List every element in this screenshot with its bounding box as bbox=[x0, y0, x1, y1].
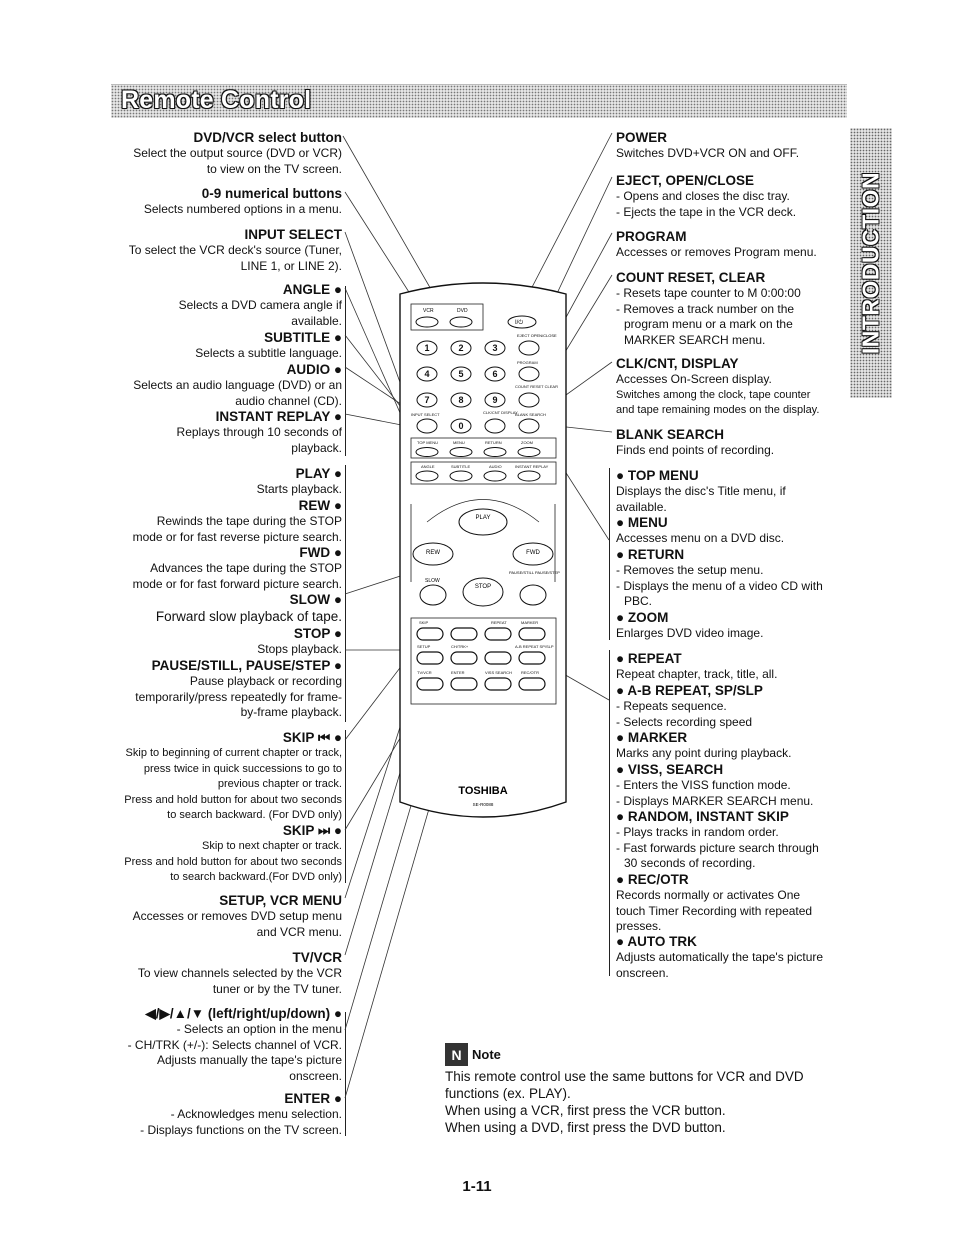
desc-repeat: ● REPEAT Repeat chapter, track, title, all. bbox=[616, 651, 778, 681]
tv-vcr-button[interactable] bbox=[417, 678, 443, 690]
title-bar bbox=[111, 84, 847, 118]
instant-replay-button[interactable] bbox=[518, 471, 540, 481]
left-rule bbox=[345, 1012, 346, 1136]
remote-label-menu: MENU bbox=[453, 440, 465, 445]
desc-skip-back: SKIP ⏮ ● Skip to beginning of current chapter or track, press twice in quick successions to go to previous chapter or track. Press and hold button for about two seconds to search backward. (For DVD only) bbox=[124, 730, 342, 821]
note-section bbox=[445, 1043, 845, 1136]
desc-input-select: INPUT SELECT To select the VCR deck's source (Tuner, LINE 1, or LINE 2). bbox=[128, 227, 342, 273]
remote-label-marker: MARKER bbox=[521, 620, 539, 625]
left-rule bbox=[345, 465, 346, 722]
desc-dvd-vcr-select: DVD/VCR select button Select the output source (DVD or VCR) to view on the TV screen. bbox=[133, 130, 342, 176]
desc-arrows: ◀/▶/▲/▼ (left/right/up/down) ● - Selects an option in the menu - CH/TRK (+/-): Selects channel of VCR. Adjusts manually the tape's picture onscreen. bbox=[127, 1006, 342, 1083]
desc-ab-repeat: ● A-B REPEAT, SP/SLP - Repeats sequence. - Selects recording speed bbox=[616, 683, 763, 729]
right-rule bbox=[609, 468, 610, 640]
desc-blank-search: BLANK SEARCH Finds end points of recording. bbox=[616, 427, 775, 457]
stop-button[interactable] bbox=[463, 578, 503, 606]
page-number: 1-11 bbox=[462, 1178, 492, 1195]
remote-label-top-menu: TOP MENU bbox=[417, 440, 438, 445]
remote-label-ch-trk: CH/TRK+ bbox=[451, 644, 469, 649]
repeat-button[interactable] bbox=[485, 628, 511, 640]
ch-up-button[interactable] bbox=[451, 652, 477, 664]
remote-label-count-reset: COUNT RESET CLEAR bbox=[515, 384, 558, 389]
remote-model-number: SE-R0088 bbox=[472, 802, 494, 807]
eject-button[interactable] bbox=[519, 341, 539, 355]
note-icon: N bbox=[445, 1043, 468, 1066]
remote-label-stop: STOP bbox=[474, 584, 492, 590]
power-label: I/⏻ bbox=[515, 320, 524, 326]
marker-button[interactable] bbox=[519, 628, 545, 640]
skip-back-button[interactable] bbox=[417, 628, 443, 640]
remote-label-play: PLAY bbox=[475, 515, 491, 521]
desc-rec-otr: ● REC/OTR Records normally or activates One touch Timer Recording with repeated presses. bbox=[616, 872, 813, 933]
remote-label-program: PROGRAM bbox=[517, 360, 538, 365]
digit-0-label: 0 bbox=[458, 421, 464, 431]
setup-button[interactable] bbox=[417, 652, 443, 664]
program-button[interactable] bbox=[519, 367, 539, 381]
menu-button[interactable] bbox=[450, 448, 472, 457]
subtitle-button[interactable] bbox=[450, 471, 472, 481]
note-heading: N Note bbox=[445, 1043, 845, 1066]
left-rule bbox=[345, 730, 346, 883]
section-tab-label: INTRODUCTION bbox=[857, 171, 884, 355]
ab-repeat-button[interactable] bbox=[519, 652, 545, 664]
input-select-button[interactable] bbox=[417, 419, 437, 433]
desc-skip-forward: SKIP ⏭ ● Skip to next chapter or track. Press and hold button for about two seconds to search backward.(For DVD only) bbox=[124, 823, 342, 883]
digit-9-label: 9 bbox=[492, 395, 498, 405]
desc-count-reset: COUNT RESET, CLEAR - Resets tape counter to M 0:00:00 - Removes a track number on the program menu or a mark on the MARKER SEARCH menu. bbox=[616, 270, 801, 347]
digit-4-label: 4 bbox=[424, 369, 430, 379]
remote-label-blank-search: BLANK SEARCH bbox=[515, 412, 546, 417]
page-title: Remote Control bbox=[121, 86, 312, 114]
desc-auto-trk: ● AUTO TRK Adjusts automatically the tape's picture onscreen. bbox=[616, 934, 824, 980]
desc-rew: REW ● Rewinds the tape during the STOP mode or for fast reverse picture search. bbox=[132, 498, 342, 544]
digit-3-label: 3 bbox=[492, 343, 498, 353]
remote-label-pause: PAUSE/STILL PAUSE/STEP bbox=[509, 570, 560, 575]
skip-forward-button[interactable] bbox=[451, 628, 477, 640]
remote-label-vcr: VCR bbox=[423, 308, 434, 314]
audio-button[interactable] bbox=[484, 471, 506, 481]
remote-label-instant-replay: INSTANT REPLAY bbox=[515, 464, 549, 469]
pause-button[interactable] bbox=[520, 585, 546, 605]
remote-label-ab-repeat: A-B REPEAT SP/SLP bbox=[515, 644, 554, 649]
remote-label-angle: ANGLE bbox=[421, 464, 435, 469]
note-text: This remote control use the same buttons for VCR and DVD functions (ex. PLAY). When using a VCR, first press the VCR button. When using a DVD, first press the DVD button. bbox=[445, 1069, 804, 1135]
desc-zoom: ● ZOOM Enlarges DVD video image. bbox=[616, 610, 764, 640]
digit-1-label: 1 bbox=[424, 343, 430, 353]
remote-label-input-select: INPUT SELECT bbox=[411, 412, 440, 417]
digit-6-label: 6 bbox=[492, 369, 498, 379]
viss-button[interactable] bbox=[485, 678, 511, 690]
digit-7-label: 7 bbox=[424, 395, 430, 405]
desc-angle: ANGLE ● Selects a DVD camera angle if available. bbox=[178, 282, 342, 328]
remote-label-audio: AUDIO bbox=[489, 464, 502, 469]
desc-subtitle: SUBTITLE ● Selects a subtitle language. bbox=[195, 330, 342, 360]
remote-label-fwd: FWD bbox=[526, 550, 540, 556]
desc-slow: SLOW ● Forward slow playback of tape. bbox=[155, 592, 342, 624]
play-button[interactable] bbox=[459, 509, 507, 535]
remote-label-return: RETURN bbox=[485, 440, 502, 445]
remote-label-clk-cnt: CLK/CNT DISPLAY bbox=[483, 410, 518, 415]
desc-return: ● RETURN - Removes the setup menu. - Displays the menu of a video CD with PBC. bbox=[616, 547, 823, 608]
desc-stop: STOP ● Stops playback. bbox=[257, 626, 342, 656]
remote-label-subtitle: SUBTITLE bbox=[451, 464, 471, 469]
desc-program: PROGRAM Accesses or removes Program menu. bbox=[616, 229, 817, 259]
desc-instant-replay: INSTANT REPLAY ● Replays through 10 seconds of playback. bbox=[176, 409, 342, 455]
count-reset-button[interactable] bbox=[519, 393, 539, 407]
random-button[interactable] bbox=[485, 652, 511, 664]
remote-label-slow: SLOW bbox=[425, 578, 440, 584]
digit-8-label: 8 bbox=[458, 395, 464, 405]
desc-top-menu: ● TOP MENU Displays the disc's Title menu, if available. bbox=[616, 468, 786, 514]
return-button[interactable] bbox=[484, 448, 506, 457]
remote-label-enter: ENTER bbox=[451, 670, 465, 675]
desc-tv-vcr: TV/VCR To view channels selected by the VCR tuner or by the TV tuner. bbox=[137, 950, 342, 996]
desc-play: PLAY ● Starts playback. bbox=[256, 466, 342, 496]
right-rule bbox=[609, 650, 610, 976]
slow-button[interactable] bbox=[420, 585, 446, 605]
top-menu-button[interactable] bbox=[416, 448, 438, 457]
digit-2-label: 2 bbox=[458, 343, 464, 353]
desc-random: ● RANDOM, INSTANT SKIP - Plays tracks in random order. - Fast forwards picture search through 30 seconds of recording. bbox=[616, 809, 819, 870]
desc-menu: ● MENU Accesses menu on a DVD disc. bbox=[616, 515, 785, 545]
clk-cnt-button[interactable] bbox=[485, 419, 505, 433]
desc-clk-cnt: CLK/CNT, DISPLAY Accesses On-Screen display. Switches among the clock, tape counter and tape remaining modes on the display. bbox=[616, 356, 820, 416]
rec-otr-button[interactable] bbox=[519, 678, 545, 690]
remote-label-dvd: DVD bbox=[457, 308, 468, 314]
left-rule bbox=[345, 286, 346, 456]
zoom-button[interactable] bbox=[518, 448, 540, 457]
remote-label-eject: EJECT OPEN/CLOSE bbox=[517, 333, 557, 338]
desc-enter: ENTER ● - Acknowledges menu selection. - Displays functions on the TV screen. bbox=[140, 1091, 342, 1137]
blank-search-button[interactable] bbox=[519, 419, 539, 433]
dvd-button[interactable] bbox=[450, 317, 472, 327]
desc-eject: EJECT, OPEN/CLOSE - Opens and closes the disc tray. - Ejects the tape in the VCR deck. bbox=[616, 173, 797, 219]
desc-fwd: FWD ● Advances the tape during the STOP mode or for fast forward picture search. bbox=[132, 545, 342, 591]
angle-button[interactable] bbox=[416, 471, 438, 481]
digit-5-label: 5 bbox=[458, 369, 464, 379]
remote-label-rec-otr: REC/OTR bbox=[521, 670, 539, 675]
remote-label-viss: VISS SEARCH bbox=[485, 670, 512, 675]
remote-brand-logo: TOSHIBA bbox=[458, 785, 508, 797]
remote-label-zoom: ZOOM bbox=[521, 440, 533, 445]
vcr-button[interactable] bbox=[416, 317, 438, 327]
remote-label-rew: REW bbox=[426, 550, 440, 556]
desc-power: POWER Switches DVD+VCR ON and OFF. bbox=[616, 130, 800, 160]
desc-numeric-buttons: 0-9 numerical buttons Selects numbered options in a menu. bbox=[143, 186, 342, 216]
section-tab bbox=[850, 128, 892, 398]
desc-setup: SETUP, VCR MENU Accesses or removes DVD setup menu and VCR menu. bbox=[132, 893, 342, 939]
desc-marker: ● MARKER Marks any point during playback. bbox=[616, 730, 792, 760]
remote-label-tv-vcr: TV/VCR bbox=[417, 670, 432, 675]
desc-viss: ● VISS, SEARCH - Enters the VISS function mode. - Displays MARKER SEARCH menu. bbox=[616, 762, 814, 808]
remote-label-repeat: REPEAT bbox=[491, 620, 507, 625]
desc-pause: PAUSE/STILL, PAUSE/STEP ● Pause playback or recording temporarily/press repeatedly for frame- by-frame playback. bbox=[135, 658, 342, 719]
remote-control-illustration bbox=[397, 282, 569, 822]
remote-label-setup: SETUP bbox=[417, 644, 431, 649]
remote-label-skip: SKIP bbox=[419, 620, 429, 625]
desc-audio: AUDIO ● Selects an audio language (DVD) or an audio channel (CD). bbox=[133, 362, 342, 408]
enter-button[interactable] bbox=[451, 678, 477, 690]
